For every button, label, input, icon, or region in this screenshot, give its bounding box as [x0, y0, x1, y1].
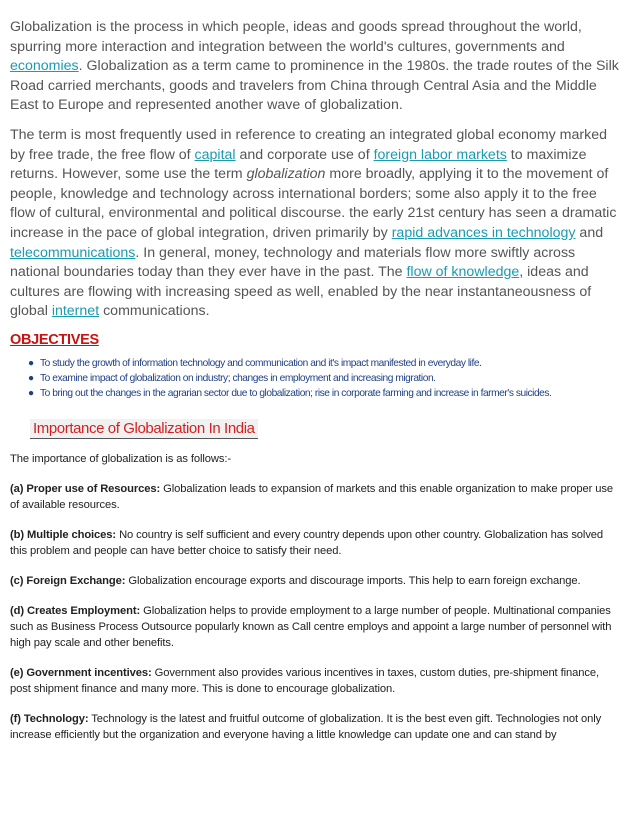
item-label: (a) Proper use of Resources: [10, 482, 161, 495]
link-rapid-advances[interactable]: rapid advances in technology [391, 224, 576, 241]
item-label: (c) Foreign Exchange: [10, 574, 126, 587]
item-text: Technology is the latest and fruitful outcome of globalization. It is the best even gift. Technologies not only increase efficiently but the organization and everyone having a little knowledge can update one and can stand by [10, 712, 602, 741]
intro-text: Globalization is the process in which people, ideas and goods spread throughout the world, spurring more interaction and integration between the world's cultures, governments and [10, 19, 582, 55]
item-label: (f) Technology: [10, 712, 89, 725]
link-telecommunications[interactable]: telecommunications [10, 244, 136, 261]
item-label: (e) Government incentives: [10, 666, 152, 679]
bullet-icon: ● [28, 372, 34, 384]
item-label: (b) Multiple choices: [10, 528, 117, 541]
link-capital[interactable]: capital [194, 146, 236, 163]
importance-section [10, 451, 622, 743]
intro-text: and [575, 224, 604, 241]
link-economies[interactable]: economies [10, 58, 79, 75]
objectives-heading: OBJECTIVES [10, 331, 99, 348]
list-item [28, 371, 622, 386]
list-item [28, 356, 622, 371]
importance-item [10, 665, 622, 697]
objective-text: To examine impact of globalization on industry; changes in employment and increasing migration. [40, 372, 436, 384]
importance-item [10, 573, 622, 589]
importance-intro: The importance of globalization is as follows:- [10, 452, 232, 465]
link-flow-of-knowledge[interactable]: flow of knowledge [406, 264, 520, 281]
objectives-list [10, 356, 622, 401]
importance-item [10, 527, 622, 559]
intro-text: , ideas and cultures are flowing with increasing speed as well, enabled by the near instantaneousness of global [10, 264, 592, 320]
intro-text: communications. [99, 303, 210, 320]
emphasis-globalization: globalization [246, 166, 326, 183]
intro-paragraph-1 [10, 18, 622, 116]
importance-item [10, 603, 622, 651]
item-text: Globalization encourage exports and discourage imports. This help to earn foreign exchange. [125, 574, 581, 587]
link-internet[interactable]: internet [51, 303, 100, 320]
intro-text: more broadly, applying it to the movement of people, knowledge and technology across international borders; some also apply it to the free flow of cultural, environmental and political discourse. the early 21st century has seen a dramatic increase in the pace of global integration, driven primarily by [10, 166, 617, 241]
item-label: (d) Creates Employment: [10, 604, 141, 617]
item-text: Globalization leads to expansion of markets and this enable organization to make proper use of available resources. [10, 482, 614, 511]
importance-heading: Importance of Globalization In India [30, 419, 258, 439]
importance-item [10, 481, 622, 513]
intro-text: . In general, money, technology and materials flow more swiftly across national boundaries today than they ever have in the past. The [10, 244, 576, 281]
bullet-icon: ● [28, 387, 34, 399]
intro-section [10, 18, 622, 322]
objective-text: To study the growth of information technology and communication and it's impact manifested in everyday life. [40, 357, 482, 369]
item-text: No country is self sufficient and every country depends upon other country. Globalization has solved this problem and people can have better choice to satisfy their need. [10, 528, 604, 557]
intro-paragraph-2 [10, 126, 622, 322]
link-foreign-labor-markets[interactable]: foreign labor markets [373, 146, 507, 163]
intro-text: and corporate use of [235, 146, 374, 163]
list-item [28, 386, 622, 401]
intro-text: to maximize returns. However, some use the term [10, 146, 587, 183]
bullet-icon: ● [28, 357, 34, 369]
intro-text: . Globalization as a term came to prominence in the 1980s. the trade routes of the Silk Road carried merchants, goods and travelers from China through Central Asia and the Middle East to Europe and represented another wave of globalization. [10, 58, 619, 114]
document-page [10, 18, 622, 757]
item-text: Globalization helps to provide employment to a large number of people. Multinational companies such as Business Process Outsource popularly known as Call centre employs and appoint a large number of personnel with high pay scale and other benefits. [10, 604, 612, 649]
importance-item [10, 711, 622, 743]
intro-text: The term is most frequently used in reference to creating an integrated global economy marked by free trade, the free flow of [10, 126, 607, 163]
objective-text: To bring out the changes in the agrarian sector due to globalization; rise in corporate farming and increase in farmer's suicides. [40, 387, 552, 399]
item-text: Government also provides various incentives in taxes, custom duties, pre-shipment finance, post shipment finance and many more. This is done to encourage globalization. [10, 666, 599, 695]
